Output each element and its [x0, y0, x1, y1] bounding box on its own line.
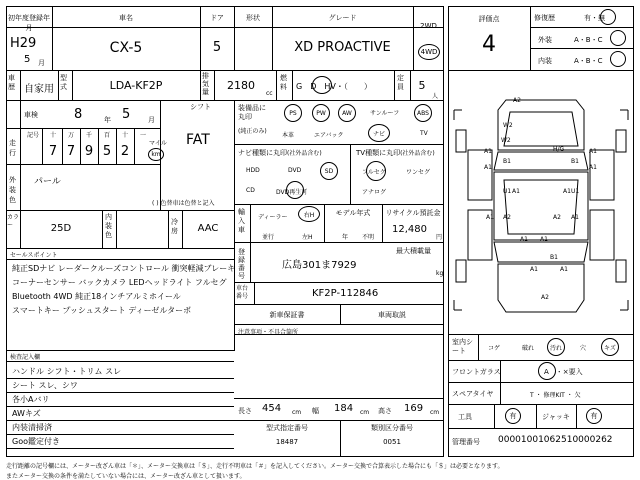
shift-label: シフト	[190, 103, 211, 111]
spare-label: スペアタイヤ	[452, 390, 494, 398]
navi-item: DVD	[288, 167, 302, 174]
equipment-item	[414, 104, 432, 122]
footer-note-2: またメーター交換の条件を満たしていない場合には、メーター改ざん車として扱います。	[6, 473, 246, 480]
tools-value: 有	[509, 412, 517, 420]
damage-mark: A1	[589, 148, 597, 155]
inspection-line: シート スレ、シワ	[12, 381, 78, 390]
mileage-digit-label: 記号	[26, 132, 39, 139]
fuel-diesel-circle	[312, 76, 332, 94]
interior-label: 内装	[538, 57, 552, 65]
selling-line: スマートキー プッシュスタート ディーゼルターボ	[12, 306, 192, 315]
approval-label: 型式指定番号	[266, 424, 308, 432]
seat-item-label: キズ	[604, 344, 616, 352]
width-unit: cm	[360, 409, 370, 416]
jack-label: ジャッキ	[542, 413, 570, 421]
inspection-line: 内装清掃済	[12, 423, 52, 432]
inspection-line: Goo鑑定付き	[12, 437, 60, 446]
mileage-digit: 2	[120, 144, 130, 159]
drive-4wd-circle	[418, 44, 440, 60]
damage-mark: A1	[540, 236, 548, 243]
damage-mark: U1	[503, 188, 512, 195]
reg-month-unit: 月	[38, 59, 45, 67]
damage-mark: W2	[503, 122, 513, 129]
navi-item: HDD	[246, 167, 260, 174]
color-value: パール	[34, 177, 61, 187]
glass-label: フロントガラス	[452, 368, 501, 376]
height-value: 169	[404, 403, 424, 414]
usage-value: 自家用	[24, 84, 54, 95]
mgmt-label: 管理番号	[452, 438, 480, 446]
import-label: 輸入車	[238, 208, 245, 234]
car-name-label: 車名	[119, 14, 133, 22]
seat-item-label: 汚れ	[549, 344, 562, 352]
equipment-item: サンルーフ	[370, 110, 400, 117]
tv-item: ワンセグ	[406, 169, 431, 176]
inspection-rule	[6, 378, 234, 379]
equipment-item: エアバック	[314, 132, 344, 139]
history-label: 車検	[24, 111, 38, 119]
warranty-label: 新車保証書	[269, 311, 305, 319]
history-year: 8	[74, 107, 83, 122]
damage-mark: A2	[541, 294, 549, 301]
length-label: 長さ	[238, 407, 252, 415]
damage-mark: A1	[560, 266, 568, 273]
interior-abc: A・B・C	[574, 57, 603, 65]
damage-mark: A1	[571, 214, 579, 221]
drive-4wd: 4WD	[420, 48, 438, 56]
equipment-item: TV	[420, 130, 428, 137]
tv-title-text: TV種類に丸印	[356, 149, 401, 157]
equipment-item-label: ナビ	[372, 130, 385, 138]
import-right-circle	[298, 206, 320, 222]
mileage-digit-label: 十	[49, 132, 56, 139]
equipment-title: 装備品に丸印	[238, 104, 266, 121]
plate-value: 広島301ま7929	[282, 260, 357, 271]
exterior-label: 外装	[538, 36, 552, 44]
recycle-value: 12,480	[392, 224, 427, 235]
selling-line: 純正SDナビ レーダークルーズコントロール 衝突軽減ブレーキ	[12, 264, 236, 273]
seat-item: 穴	[580, 345, 587, 352]
interior-color-label: 内装色	[105, 213, 112, 239]
plate-label: 登録番号	[238, 248, 245, 280]
equipment-item	[368, 124, 390, 142]
damage-mark: A2	[503, 214, 511, 221]
load-unit: kg	[436, 270, 444, 277]
equipment-item: 本革	[282, 132, 295, 139]
damage-mark: A1	[563, 188, 571, 195]
seat-item: 破れ	[522, 345, 535, 352]
type-label: 型式	[60, 74, 67, 91]
import-parallel: 並行	[262, 234, 275, 241]
glass-a-circle	[538, 362, 556, 380]
width-label: 幅	[312, 407, 319, 415]
navi-title-sub: (社外品含む)	[287, 150, 322, 157]
damage-mark: A2	[513, 97, 521, 104]
color-label: 外装色	[9, 176, 16, 204]
spare-value: T ・ 修理KIT ・ 欠	[530, 392, 581, 399]
navi-item: CD	[246, 187, 255, 194]
model-year-label: モデル年式	[335, 209, 371, 217]
inspection-rule	[6, 434, 234, 435]
damage-mark: A1	[484, 148, 492, 155]
damage-mark: W2	[501, 137, 511, 144]
equipment-item-label: PW	[316, 109, 326, 117]
repair-label: 修復歴	[534, 14, 555, 22]
navi-item	[320, 162, 338, 180]
inspection-rule	[6, 392, 234, 393]
recycle-unit: 円	[436, 234, 443, 241]
manual-label: 車両取説	[378, 311, 406, 319]
length-value: 454	[262, 403, 282, 414]
cooling-label: 冷房	[171, 218, 178, 235]
damage-mark: A2	[553, 214, 561, 221]
navi-item-label: SD	[324, 167, 334, 175]
fuel-options: G D HV・（ ）	[296, 82, 372, 91]
shift-value: FAT	[186, 132, 210, 148]
interior-c-circle	[610, 51, 626, 67]
inspection-rule	[6, 420, 234, 421]
door-label: ドア	[210, 14, 224, 22]
capacity-value: 5	[418, 79, 426, 92]
inspection-rule	[6, 448, 234, 449]
load-label: 最大積載量	[396, 247, 431, 255]
tv-title-sub: (社外品含む)	[400, 150, 435, 157]
mileage-digit: 5	[102, 144, 112, 159]
cc-unit: cc	[266, 90, 273, 97]
approval-value: 18487	[275, 438, 299, 446]
seat-label: 室内シート	[452, 338, 473, 355]
mileage-digit: 9	[84, 144, 94, 159]
equipment-item	[338, 104, 356, 122]
equipment-item-label: AW	[342, 109, 352, 117]
equipment-item-label: PS	[289, 109, 297, 117]
reg-era: H29	[10, 36, 37, 51]
tv-item: アナログ	[362, 189, 387, 196]
mileage-label: 走行	[9, 139, 16, 157]
category-value: 0051	[383, 438, 401, 446]
damage-mark: H/G	[553, 146, 565, 153]
tools-circle	[505, 408, 521, 424]
mile-unit: マイル	[149, 140, 167, 147]
seat-item	[547, 338, 565, 356]
mileage-digit-label: 一	[139, 132, 146, 139]
exterior-c-circle	[610, 30, 626, 46]
inspection-rule	[6, 406, 234, 407]
history-month-unit: 月	[148, 116, 155, 124]
capacity-unit: 人	[432, 93, 439, 100]
model-code: LDA-KF2P	[109, 79, 163, 92]
reg-month: 5	[24, 54, 31, 65]
mileage-digit-label: 千	[85, 132, 92, 139]
selling-line: Bluetooth 4WD 純正18インチアルミホイール	[12, 292, 181, 301]
import-dealer: ディーラー	[258, 214, 288, 221]
door-count: 5	[212, 40, 222, 55]
category-label: 類別区分番号	[371, 424, 413, 432]
seat-item	[601, 338, 619, 356]
damage-mark: B1	[571, 158, 579, 165]
navi-item: DVD再生可	[276, 189, 308, 196]
shape-label: 形状	[246, 14, 260, 22]
jack-value: 有	[590, 412, 598, 420]
damage-mark: B1	[503, 158, 511, 165]
import-right: 右H	[303, 211, 315, 219]
displacement-value: 2180	[227, 79, 255, 92]
color-code: 25D	[50, 223, 72, 234]
inspection-line: AWキズ	[12, 409, 41, 418]
model-year-unit: 年	[342, 234, 349, 241]
displacement-label: 排気量	[202, 72, 209, 96]
history-month: 5	[122, 107, 131, 122]
navi-dvd-play-circle	[286, 181, 304, 199]
grade-label: グレード	[328, 14, 357, 22]
repair-none-circle	[600, 9, 616, 25]
equipment-item	[284, 104, 302, 122]
equipment-item	[312, 104, 330, 122]
mileage-digit-label: 十	[121, 132, 128, 139]
navi-title	[238, 148, 322, 158]
km-unit-circle	[148, 148, 164, 161]
drive-2wd: 2WD	[420, 22, 437, 30]
navi-title-text: ナビ種類に丸印	[238, 149, 287, 157]
equipment-item-label: ABS	[417, 109, 429, 117]
height-label: 高さ	[378, 407, 392, 415]
damage-mark: A1	[520, 236, 528, 243]
damage-mark: U1	[571, 188, 580, 195]
mileage-digit: 7	[66, 144, 76, 159]
chassis-label: 車台番号	[236, 285, 249, 300]
width-value: 184	[334, 403, 354, 414]
tools-label: 工具	[458, 413, 472, 421]
inspection-label: 検査記入欄	[10, 354, 41, 361]
jack-circle	[586, 408, 602, 424]
mileage-digit-label: 百	[103, 132, 110, 139]
import-left: 左H	[302, 234, 313, 241]
recycle-label: リサイクル預託金	[385, 209, 441, 217]
repair-options: 有・無	[584, 14, 605, 22]
equipment-sub: (純正のみ)	[238, 128, 267, 135]
notes-label: 注意事項・不具合箇所	[238, 329, 299, 336]
capacity-label: 定員	[397, 74, 404, 91]
grade-value: XD PROACTIVE	[294, 40, 391, 55]
selling-label: セールスポイント	[10, 252, 58, 259]
score-label: 評価点	[478, 15, 500, 23]
inspection-line: 各小Aバリ	[12, 395, 50, 404]
mileage-divider	[42, 128, 43, 164]
mgmt-value: 00001001062510000262	[498, 435, 613, 445]
km-unit: km	[151, 151, 161, 158]
height-unit: cm	[430, 409, 440, 416]
inspection-line: ハンドル シフト・トリム スレ	[12, 367, 122, 376]
car-name: CX-5	[109, 40, 143, 56]
glass-value: A ・×要入	[544, 368, 583, 376]
cooling-value: AAC	[197, 223, 219, 234]
footer-note-1: 走行距離の記号欄には、メーター改ざん車は「＊」、メーター交換車は「＄」、走行不明車は「＃」を記入してください。メーター交換で合算表示した場合にも「＄」は必要となります。	[6, 463, 504, 470]
mileage-digit: 7	[48, 144, 58, 159]
color-code-label: カラー	[7, 214, 20, 229]
model-year-unknown: 不明	[362, 234, 375, 241]
damage-mark: A1	[486, 214, 494, 221]
mileage-digit-label: 万	[67, 132, 74, 139]
usage-label: 車歴	[8, 74, 15, 91]
score-value: 4	[482, 32, 496, 57]
damage-mark: A1	[484, 164, 492, 171]
damage-mark: B1	[550, 254, 558, 261]
chassis-value: KF2P-112846	[312, 288, 379, 299]
damage-mark: A1	[589, 164, 597, 171]
damage-mark: A1	[512, 188, 520, 195]
history-year-unit: 年	[104, 116, 111, 124]
reg-date-label: 初年度登録年月	[8, 14, 50, 32]
exterior-abc: A・B・C	[574, 36, 603, 44]
length-unit: cm	[292, 409, 302, 416]
fuel-label: 燃料	[280, 74, 287, 91]
damage-mark: A1	[530, 266, 538, 273]
tv-item: フルセグ	[362, 169, 386, 176]
seat-item: コゲ	[488, 345, 501, 352]
color-note: ( ) 色替車は色替と記入	[152, 200, 215, 207]
selling-line: コーナーセンサー バックカメラ LEDヘッドライト フルセグ	[12, 278, 227, 287]
tv-title	[356, 148, 435, 158]
